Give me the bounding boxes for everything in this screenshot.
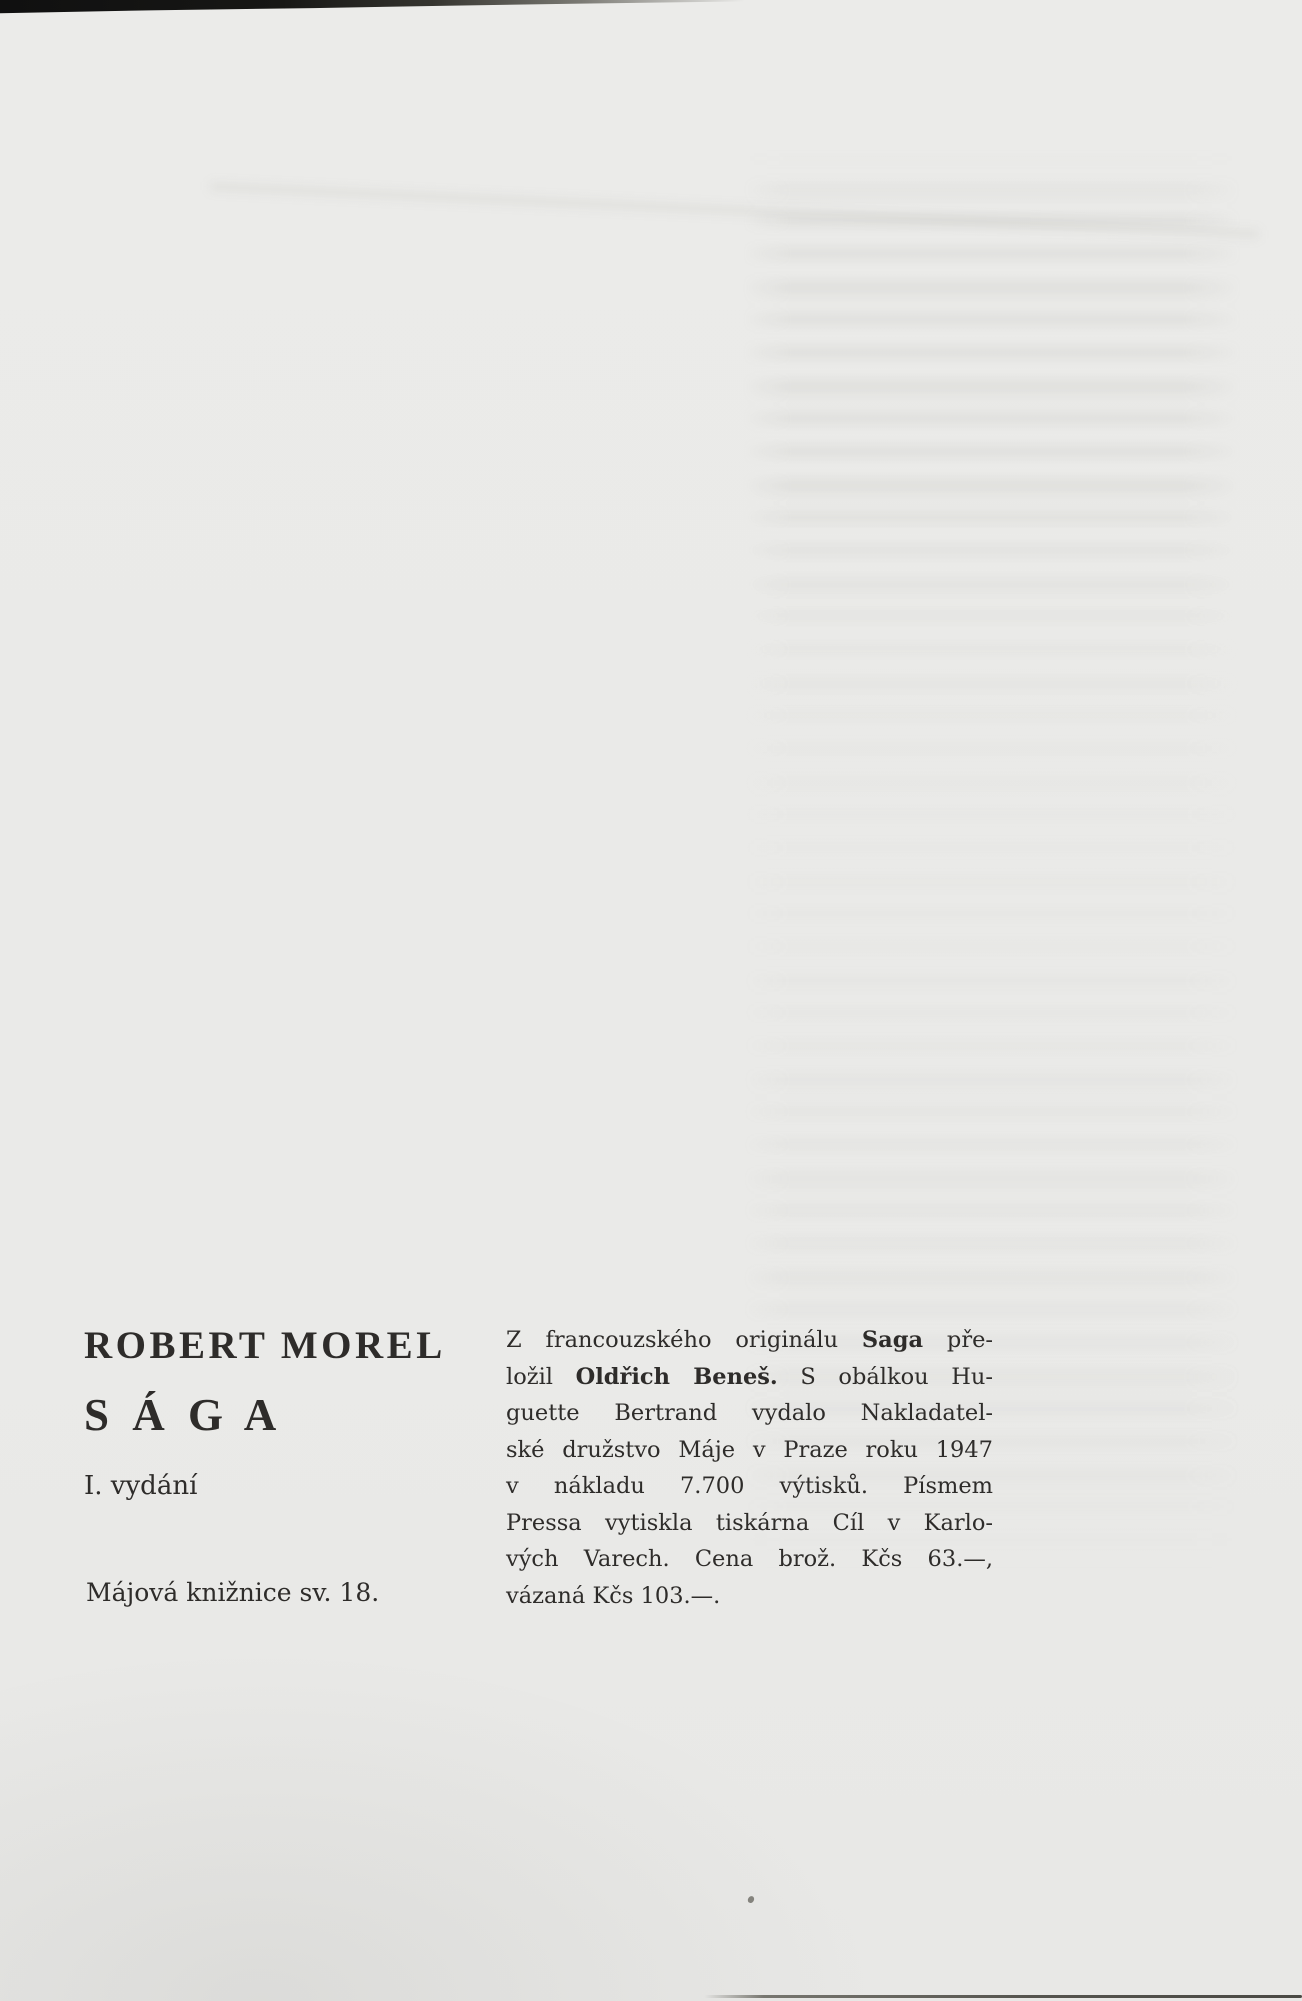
colophon-line <box>506 1578 993 1615</box>
book-title: S Á G A <box>84 1390 283 1440</box>
colophon-text: Pressa vytiskla tiskárna Cíl v Karlo- <box>506 1509 993 1536</box>
series-label: Májová knižnice sv. 18. <box>86 1578 380 1607</box>
colophon-emphasis: Oldřich Beneš. <box>575 1363 778 1390</box>
colophon-line <box>506 1395 993 1432</box>
colophon-line <box>506 1468 993 1505</box>
colophon-text: ložil <box>506 1363 576 1390</box>
colophon-text: guette Bertrand vydalo Nakladatel- <box>506 1400 993 1426</box>
colophon-line <box>506 1322 993 1359</box>
colophon-line <box>506 1359 993 1396</box>
colophon-text: vázaná Kčs 103.—. <box>506 1582 721 1609</box>
scanner-edge-bottom-line <box>704 1995 1302 1998</box>
colophon-line <box>506 1541 993 1578</box>
scanner-edge-top <box>0 0 745 14</box>
colophon-emphasis: Saga <box>861 1327 924 1353</box>
colophon-line <box>506 1505 993 1542</box>
edition-label: I. vydání <box>84 1471 198 1501</box>
colophon-text: v nákladu 7.700 výtisků. Písmem <box>506 1473 993 1499</box>
colophon-text: pře- <box>923 1327 993 1353</box>
ink-speck <box>747 1895 755 1904</box>
author-name: ROBERT MOREL <box>84 1324 446 1367</box>
colophon-paragraph <box>506 1322 993 1614</box>
colophon-line <box>506 1432 993 1469</box>
colophon-text: S obálkou Hu- <box>777 1363 993 1390</box>
colophon-text: Z francouzského originálu <box>506 1327 862 1353</box>
colophon-text: vých Varech. Cena brož. Kčs 63.—, <box>506 1546 993 1572</box>
colophon-text: ské družstvo Máje v Praze roku 1947 <box>506 1436 993 1463</box>
